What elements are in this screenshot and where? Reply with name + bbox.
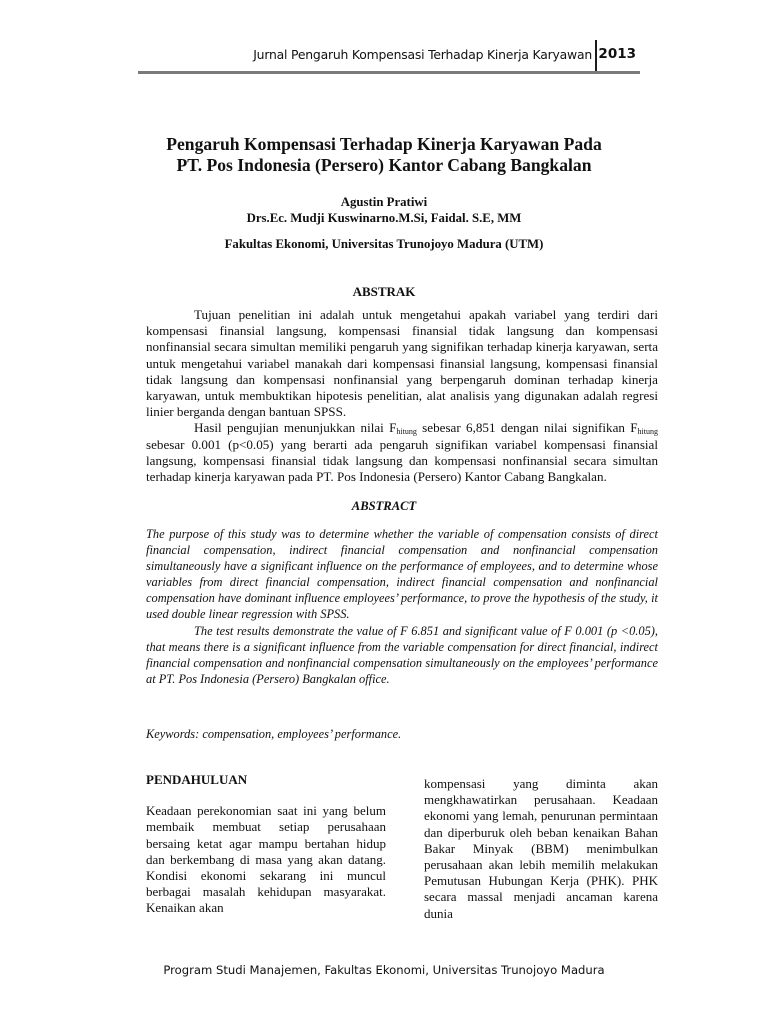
page-footer: Program Studi Manajemen, Fakultas Ekonomi, Universitas Trunojoyo Madura [163,963,605,977]
paper-title-line2: PT. Pos Indonesia (Persero) Kantor Cabang Bangkalan [176,155,592,175]
f-hitung-subscript: hitung [637,427,658,437]
author-primary: Agustin Pratiwi [340,195,428,209]
body-paragraph-left: Keadaan perekonomian saat ini yang belum membaik membuat setiap perusahaan bersaing ketat agar mampu bertahan hidup dan berkembang di masa yang akan datang. Kondisi ekonomi sekarang ini muncul berbagai masalah kehidupan masyarakat. Kenaikan akan [146,803,386,916]
abstrak-paragraph-2 [146,420,658,485]
abstrak-text-a: Hasil pengujian menunjukkan nilai F [194,420,397,436]
abstrak-heading: ABSTRAK [352,284,416,299]
abstrak-text-b: sebesar 6,851 dengan nilai signifikan F [416,420,638,436]
paper-title [0,134,768,176]
abstract-paragraph-2: The test results demonstrate the value of F 6.851 and significant value of F 0.001 (p <0.05), that means there is a significant influence from the variable compensation for direct financial, indirect financial compensation and nonfinancial compensation simultaneously on the employees’ performance at PT. Pos Indonesia (Persero) Bangkalan office. [146,623,658,686]
author-list [0,194,768,226]
running-header [138,40,640,74]
f-hitung-subscript: hitung [396,427,417,437]
body-column-left [146,772,386,917]
journal-title: Jurnal Pengaruh Kompensasi Terhadap Kinerja Karyawan [253,47,592,62]
journal-year: 2013 [598,46,636,62]
abstrak-body [146,307,658,485]
abstract-body [146,526,658,687]
abstrak-text-c: sebesar 0.001 (p<0.05) yang berarti ada pengaruh signifikan variabel kompensasi finansial langsung, kompensasi finansial tidak langsung dan kompensasi nonfinansial secara simultan terhadap kinerja karyawan pada PT. Pos Indonesia (Persero) Kantor Cabang Bangkalan. [146,436,658,485]
paper-title-line1: Pengaruh Kompensasi Terhadap Kinerja Karyawan Pada [166,134,602,154]
header-divider [595,40,597,74]
abstract-heading: ABSTRACT [351,499,417,513]
abstrak-paragraph-1: Tujuan penelitian ini adalah untuk mengetahui apakah variabel yang terdiri dari kompensasi finansial langsung, kompensasi finansial tidak langsung dan kompensasi nonfinansial secara simultan memiliki pengaruh yang signifikan terhadap kinerja karyawan, serta untuk mengetahui variabel manakah dari kompensasi finansial langsung, kompensasi finansial tidak langsung dan kompensasi nonfinansial yang berpengaruh dominan terhadap kinerja karyawan, untuk membuktikan hipotesis penelitian, alat analisis yang digunakan adalah regresi linier berganda dengan bantuan SPSS. [146,307,658,420]
body-paragraph-right: kompensasi yang diminta akan mengkhawatirkan perusahaan. Keadaan ekonomi yang lemah, penurunan permintaan dan diperburuk oleh beban kenaikan Bahan Bakar Minyak (BBM) menimbulkan perusahaan akan lebih memilih melakukan Pemutusan Hubungan Kerja (PHK). PHK secara massal menjadi ancaman karena dunia [424,776,658,921]
body-column-right [424,776,658,922]
header-rule [138,71,640,74]
affiliation: Fakultas Ekonomi, Universitas Trunojoyo Madura (UTM) [224,237,544,251]
author-supervisors: Drs.Ec. Mudji Kuswinarno.M.Si, Faidal. S.E, MM [246,211,522,225]
section-heading: PENDAHULUAN [146,772,248,787]
keywords: Keywords: compensation, employees’ performance. [146,727,402,741]
abstract-paragraph-1: The purpose of this study was to determine whether the variable of compensation consists of direct financial compensation, indirect financial compensation and nonfinancial compensation simultaneously have a significant influence on the performance of employees, and to determine whose variables from direct financial compensation, indirect financial compensation and nonfinancial compensation have dominant influence employees’ performance, to prove the hypothesis of the study, it used double linear regression with SPSS. [146,527,658,622]
